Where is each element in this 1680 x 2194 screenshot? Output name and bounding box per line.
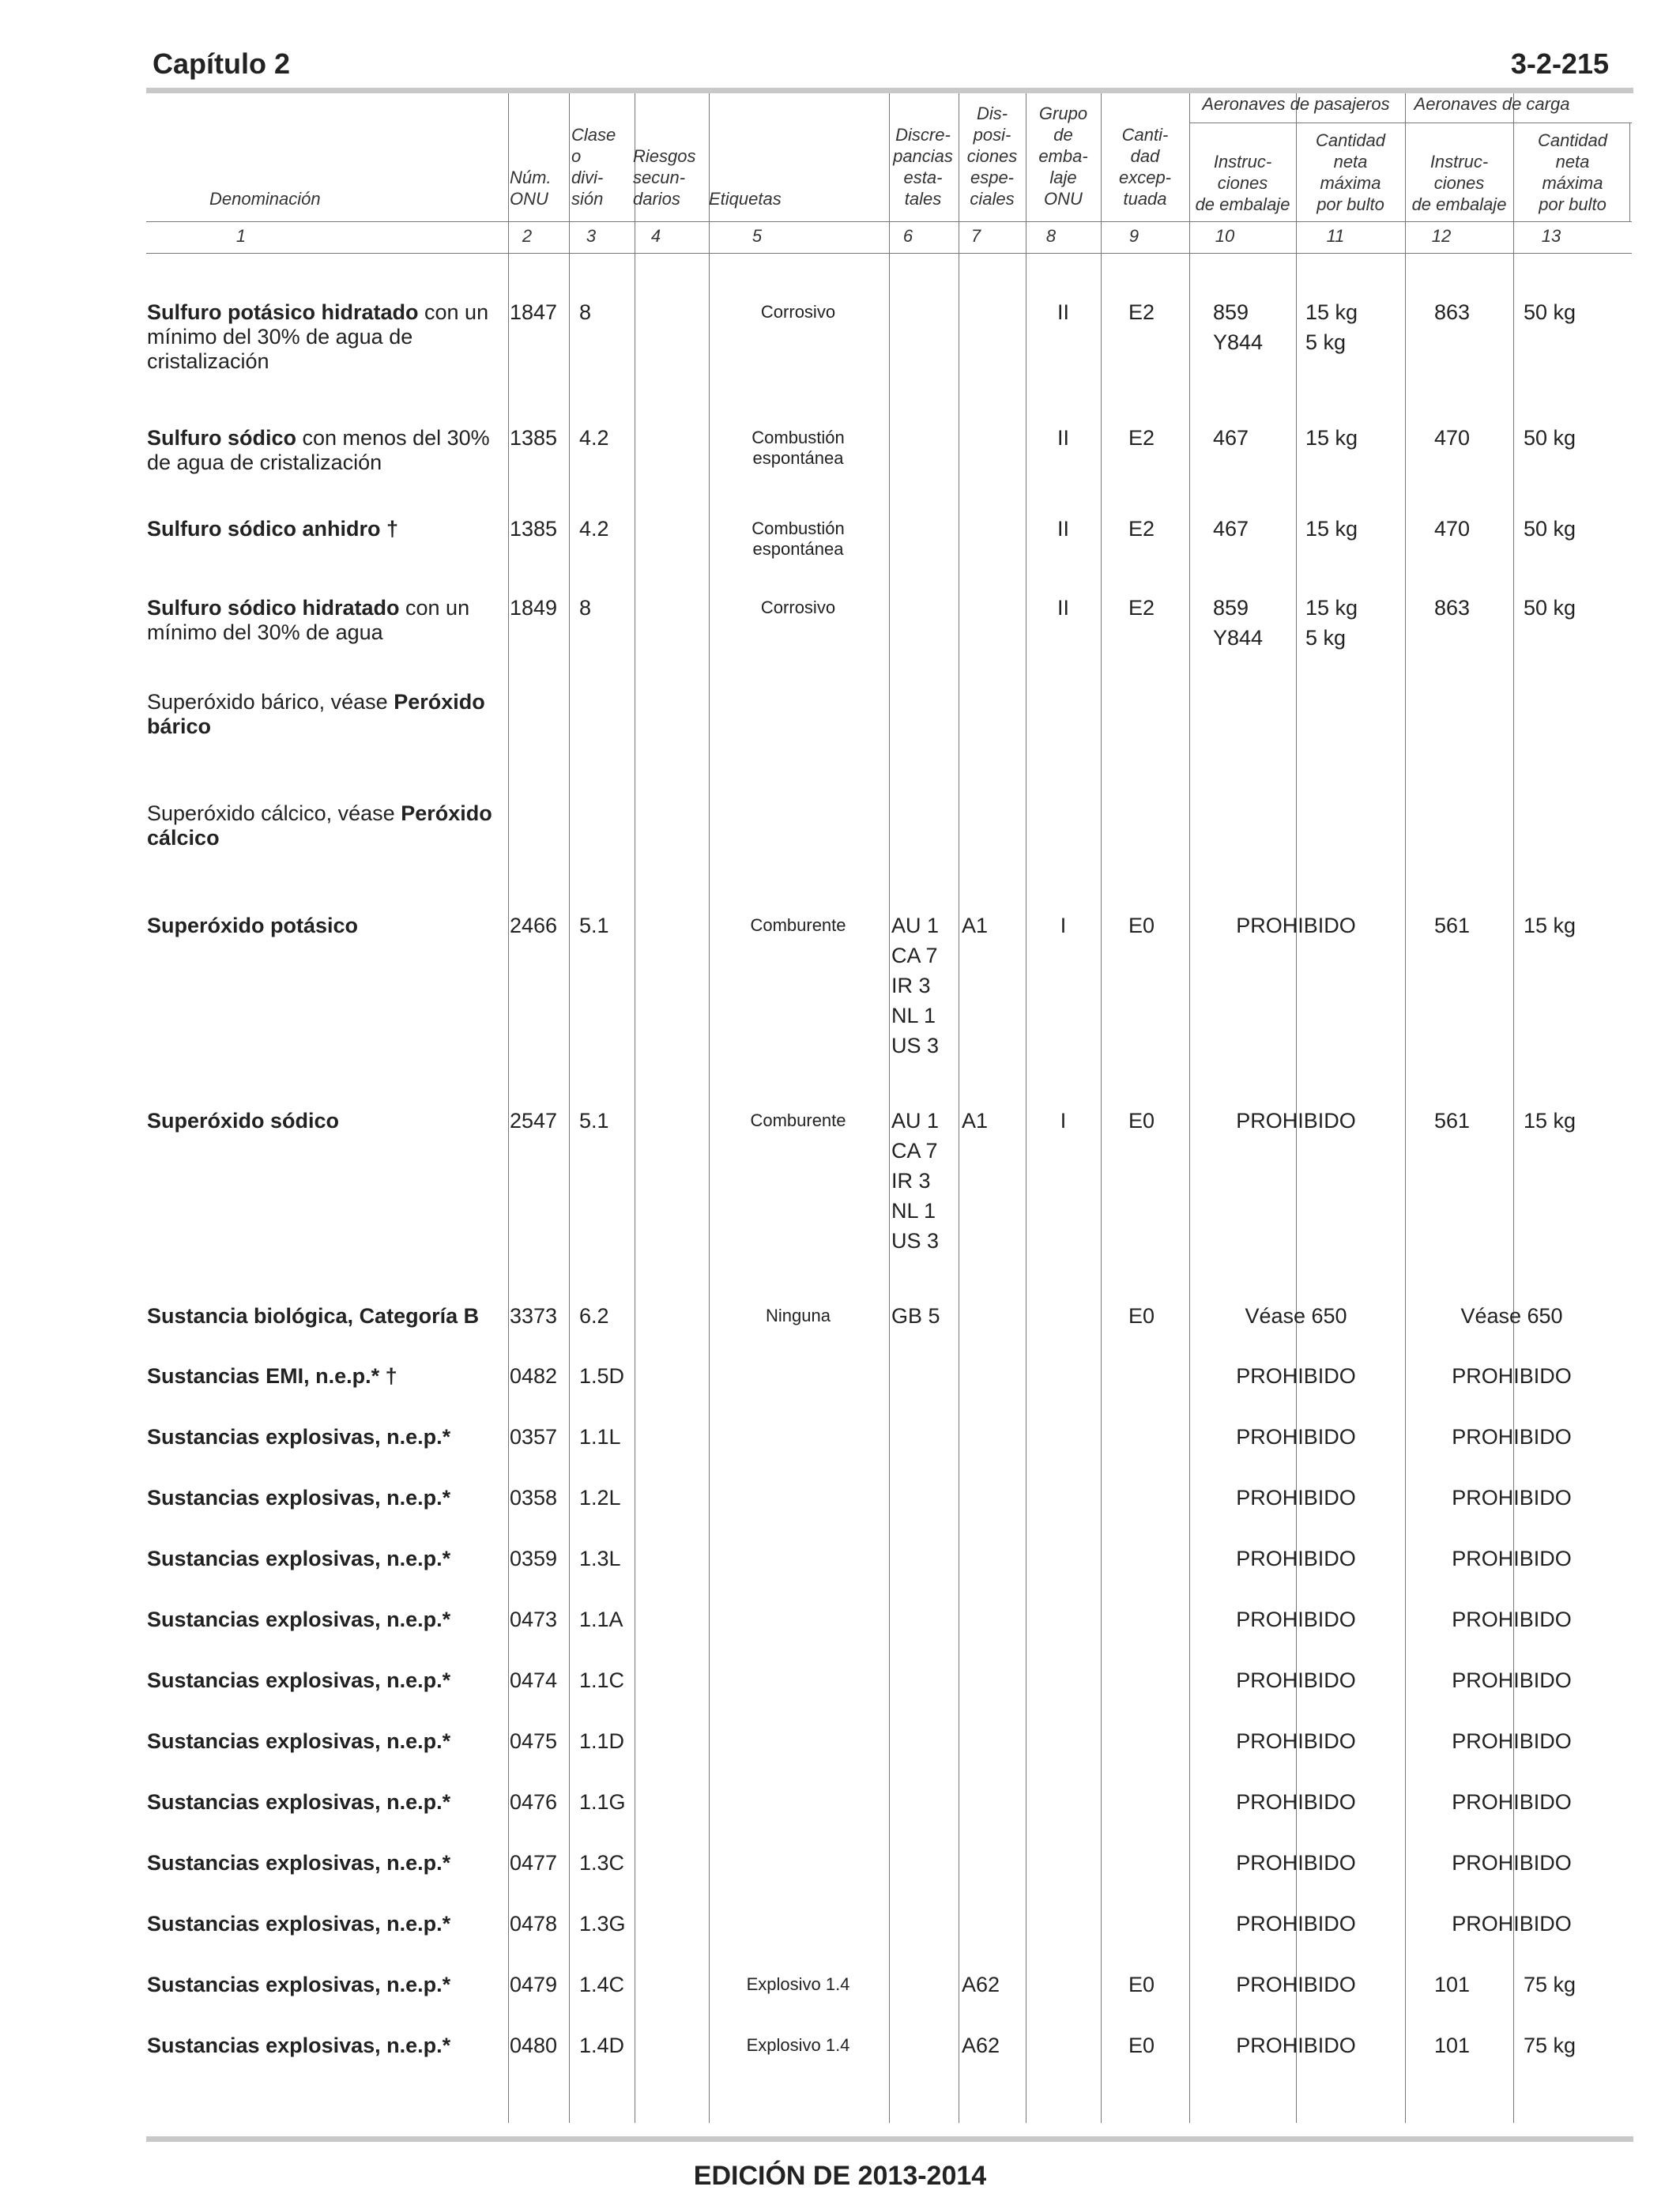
name-bold: Sustancias explosivas, n.e.p.* bbox=[147, 1851, 451, 1875]
header-pas-cantidad: Cantidad neta máxima por bulto bbox=[1315, 130, 1386, 214]
row-cantidad-exceptuada: E0 bbox=[1128, 1109, 1155, 1133]
row-clase: 1.1L bbox=[579, 1425, 621, 1449]
column-number: 5 bbox=[751, 226, 763, 246]
header-grupo: Grupo de emba- laje ONU bbox=[1038, 104, 1088, 209]
row-car-instrucciones: 101 bbox=[1434, 1973, 1471, 1996]
name-bold: Sustancias explosivas, n.e.p.* bbox=[147, 1486, 451, 1510]
header-car-instrucciones: Instruc- ciones de embalaje bbox=[1411, 152, 1507, 214]
row-etiquetas: Comburente bbox=[750, 1110, 846, 1130]
name-bold: Sustancias explosivas, n.e.p.* bbox=[147, 1912, 451, 1936]
row-num-onu: 0357 bbox=[510, 1425, 558, 1449]
name-bold: Sustancias explosivas, n.e.p.* bbox=[147, 1790, 451, 1814]
column-number: 8 bbox=[1045, 226, 1057, 246]
row-num-onu: 1385 bbox=[510, 517, 558, 541]
row-denominacion bbox=[147, 1425, 495, 1449]
column-divider bbox=[1405, 93, 1406, 2123]
row-clase: 6.2 bbox=[579, 1304, 609, 1328]
row-denominacion bbox=[147, 1851, 495, 1875]
row-pas-prohibido: PROHIBIDO bbox=[1236, 1425, 1356, 1449]
row-pas-prohibido: PROHIBIDO bbox=[1236, 1912, 1356, 1936]
row-clase: 1.4D bbox=[579, 2034, 625, 2057]
row-cantidad-exceptuada: E0 bbox=[1128, 2034, 1155, 2057]
row-pas-prohibido: PROHIBIDO bbox=[1236, 1547, 1356, 1570]
header-carga: Aeronaves de carga bbox=[1414, 94, 1570, 114]
row-car-prohibido: PROHIBIDO bbox=[1452, 1912, 1572, 1936]
name-bold: Sustancias EMI, n.e.p.* † bbox=[147, 1364, 397, 1388]
row-pas-instrucciones: 467 bbox=[1213, 517, 1249, 541]
row-num-onu: 0478 bbox=[510, 1912, 558, 1936]
name-bold: Sulfuro sódico anhidro † bbox=[147, 517, 399, 541]
row-grupo: I bbox=[1060, 914, 1067, 937]
row-pas-prohibido: PROHIBIDO bbox=[1236, 1364, 1356, 1388]
row-etiquetas: Combustión espontánea bbox=[751, 518, 845, 559]
row-denominacion bbox=[147, 1912, 495, 1936]
row-num-onu: 0480 bbox=[510, 2034, 558, 2057]
row-num-onu: 0475 bbox=[510, 1729, 558, 1753]
row-denominacion bbox=[147, 1304, 495, 1329]
name-bold: Sustancia biológica, Categoría B bbox=[147, 1304, 480, 1328]
row-num-onu: 0359 bbox=[510, 1547, 558, 1570]
name-bold: Sustancias explosivas, n.e.p.* bbox=[147, 1729, 451, 1753]
name-bold: Sulfuro potásico hidratado bbox=[147, 300, 419, 324]
name-bold: Peróxido bárico bbox=[147, 690, 485, 738]
row-clase: 8 bbox=[579, 300, 592, 324]
row-discrepancias: AU 1 CA 7 IR 3 NL 1 US 3 bbox=[891, 914, 940, 1057]
edition-footer: EDICIÓN DE 2013-2014 bbox=[693, 2161, 987, 2191]
row-clase: 5.1 bbox=[579, 1109, 609, 1133]
row-car-cantidad: 50 kg bbox=[1524, 426, 1576, 450]
name-bold: Superóxido potásico bbox=[147, 914, 359, 937]
name-bold: Sustancias explosivas, n.e.p.* bbox=[147, 1973, 451, 1996]
name-text: Superóxido bárico, véase bbox=[147, 690, 394, 714]
row-denominacion bbox=[147, 801, 495, 850]
header-disposiciones: Dis- posi- ciones espe- ciales bbox=[966, 104, 1018, 209]
name-bold: Superóxido sódico bbox=[147, 1109, 340, 1133]
row-grupo: II bbox=[1057, 517, 1069, 541]
header-rule bbox=[146, 221, 1632, 222]
row-etiquetas: Corrosivo bbox=[760, 598, 836, 617]
column-divider bbox=[569, 93, 570, 2123]
row-grupo: II bbox=[1057, 300, 1069, 324]
row-disposiciones: A1 bbox=[962, 1109, 989, 1133]
header-cantidad-exceptuada: Canti- dad excep- tuada bbox=[1118, 125, 1172, 209]
header-car-cantidad: Cantidad neta máxima por bulto bbox=[1537, 130, 1608, 214]
row-car-cantidad: 75 kg bbox=[1524, 2034, 1576, 2057]
row-clase: 8 bbox=[579, 596, 592, 620]
row-clase: 1.2L bbox=[579, 1486, 621, 1510]
column-divider bbox=[508, 93, 509, 2123]
row-cantidad-exceptuada: E2 bbox=[1128, 426, 1155, 450]
column-divider bbox=[1101, 93, 1102, 2123]
row-denominacion bbox=[147, 300, 495, 374]
row-car-instrucciones: 470 bbox=[1434, 517, 1471, 541]
row-disposiciones: A62 bbox=[962, 1973, 1000, 1996]
row-denominacion bbox=[147, 1547, 495, 1571]
name-bold: Sustancias explosivas, n.e.p.* bbox=[147, 1425, 451, 1449]
row-etiquetas: Combustión espontánea bbox=[751, 428, 845, 468]
row-denominacion bbox=[147, 914, 495, 938]
row-num-onu: 0482 bbox=[510, 1364, 558, 1388]
row-pas-prohibido: PROHIBIDO bbox=[1236, 914, 1356, 937]
row-cantidad-exceptuada: E2 bbox=[1128, 517, 1155, 541]
row-clase: 1.3C bbox=[579, 1851, 625, 1875]
name-bold: Sustancias explosivas, n.e.p.* bbox=[147, 1668, 451, 1692]
row-pas-cantidad: 15 kg bbox=[1305, 517, 1358, 541]
header-clase: Clase o divi- sión bbox=[571, 125, 616, 209]
column-number: 1 bbox=[235, 226, 247, 246]
row-clase: 4.2 bbox=[579, 426, 609, 450]
name-text: Superóxido cálcico, véase bbox=[147, 801, 401, 825]
row-clase: 1.1G bbox=[579, 1790, 626, 1814]
page-number: 3-2-215 bbox=[1510, 47, 1609, 80]
name-text: con un mínimo del 30% de agua de cristalización bbox=[147, 300, 489, 373]
row-car-prohibido: Véase 650 bbox=[1460, 1304, 1563, 1328]
row-num-onu: 2547 bbox=[510, 1109, 558, 1133]
header-num-onu: Núm. ONU bbox=[510, 168, 552, 209]
row-num-onu: 0477 bbox=[510, 1851, 558, 1875]
row-denominacion bbox=[147, 1364, 495, 1389]
name-bold: Sustancias explosivas, n.e.p.* bbox=[147, 1547, 451, 1570]
header-pasajeros: Aeronaves de pasajeros bbox=[1202, 94, 1390, 114]
row-num-onu: 0476 bbox=[510, 1790, 558, 1814]
row-clase: 5.1 bbox=[579, 914, 609, 937]
row-pas-prohibido: PROHIBIDO bbox=[1236, 1851, 1356, 1875]
row-pas-instrucciones: 859 Y844 bbox=[1213, 300, 1264, 354]
column-number: 11 bbox=[1326, 226, 1345, 246]
row-pas-prohibido: PROHIBIDO bbox=[1236, 1109, 1356, 1133]
row-grupo: II bbox=[1057, 426, 1069, 450]
row-disposiciones: A1 bbox=[962, 914, 989, 937]
column-number: 7 bbox=[970, 226, 981, 246]
row-grupo: I bbox=[1060, 1109, 1067, 1133]
row-car-prohibido: PROHIBIDO bbox=[1452, 1608, 1572, 1631]
row-car-cantidad: 15 kg bbox=[1524, 1109, 1576, 1133]
top-rule bbox=[146, 88, 1633, 93]
row-num-onu: 0358 bbox=[510, 1486, 558, 1510]
row-car-prohibido: PROHIBIDO bbox=[1452, 1668, 1572, 1692]
name-bold: Sustancias explosivas, n.e.p.* bbox=[147, 1608, 451, 1631]
row-pas-prohibido: PROHIBIDO bbox=[1236, 1973, 1356, 1996]
row-etiquetas: Explosivo 1.4 bbox=[746, 1974, 850, 1994]
header-rule bbox=[146, 253, 1632, 254]
row-car-prohibido: PROHIBIDO bbox=[1452, 1729, 1572, 1753]
row-pas-prohibido: PROHIBIDO bbox=[1236, 1608, 1356, 1631]
column-number: 13 bbox=[1541, 226, 1561, 246]
row-pas-cantidad: 15 kg 5 kg bbox=[1305, 596, 1358, 650]
row-clase: 1.5D bbox=[579, 1364, 625, 1388]
row-pas-prohibido: Véase 650 bbox=[1245, 1304, 1347, 1328]
row-cantidad-exceptuada: E0 bbox=[1128, 1304, 1155, 1328]
row-pas-prohibido: PROHIBIDO bbox=[1236, 1486, 1356, 1510]
row-num-onu: 1849 bbox=[510, 596, 558, 620]
row-car-cantidad: 50 kg bbox=[1524, 300, 1576, 324]
row-clase: 1.1D bbox=[579, 1729, 625, 1753]
row-pas-prohibido: PROHIBIDO bbox=[1236, 2034, 1356, 2057]
row-denominacion bbox=[147, 1109, 495, 1133]
column-divider bbox=[889, 93, 890, 2123]
column-number: 3 bbox=[586, 226, 597, 246]
row-cantidad-exceptuada: E2 bbox=[1128, 300, 1155, 324]
row-pas-instrucciones: 467 bbox=[1213, 426, 1249, 450]
row-car-instrucciones: 101 bbox=[1434, 2034, 1471, 2057]
row-denominacion bbox=[147, 2034, 495, 2058]
row-denominacion bbox=[147, 1608, 495, 1632]
header-denominacion: Denominación bbox=[209, 189, 321, 209]
row-denominacion bbox=[147, 690, 495, 739]
row-car-prohibido: PROHIBIDO bbox=[1452, 1364, 1572, 1388]
row-num-onu: 2466 bbox=[510, 914, 558, 937]
column-number: 9 bbox=[1128, 226, 1139, 246]
row-car-cantidad: 50 kg bbox=[1524, 517, 1576, 541]
name-bold: Sulfuro sódico hidratado bbox=[147, 596, 400, 620]
row-clase: 4.2 bbox=[579, 517, 609, 541]
row-pas-cantidad: 15 kg 5 kg bbox=[1305, 300, 1358, 354]
row-car-prohibido: PROHIBIDO bbox=[1452, 1790, 1572, 1814]
row-discrepancias: AU 1 CA 7 IR 3 NL 1 US 3 bbox=[891, 1109, 940, 1253]
row-pas-prohibido: PROHIBIDO bbox=[1236, 1729, 1356, 1753]
column-divider bbox=[709, 93, 710, 2123]
row-clase: 1.3G bbox=[579, 1912, 626, 1936]
name-bold: Peróxido cálcico bbox=[147, 801, 492, 850]
row-clase: 1.4C bbox=[579, 1973, 625, 1996]
row-car-cantidad: 75 kg bbox=[1524, 1973, 1576, 1996]
chapter-title: Capítulo 2 bbox=[153, 47, 291, 80]
row-clase: 1.1A bbox=[579, 1608, 623, 1631]
row-car-instrucciones: 561 bbox=[1434, 1109, 1471, 1133]
row-car-instrucciones: 470 bbox=[1434, 426, 1471, 450]
row-num-onu: 0479 bbox=[510, 1973, 558, 1996]
name-bold: Sustancias explosivas, n.e.p.* bbox=[147, 2034, 451, 2057]
row-etiquetas: Ninguna bbox=[766, 1306, 831, 1325]
row-etiquetas: Explosivo 1.4 bbox=[746, 2035, 850, 2055]
row-num-onu: 0473 bbox=[510, 1608, 558, 1631]
column-number: 6 bbox=[902, 226, 913, 246]
row-car-instrucciones: 863 bbox=[1434, 300, 1471, 324]
name-text: con menos del 30% de agua de cristalización bbox=[147, 426, 490, 474]
header-riesgos: Riesgos secun- darios bbox=[633, 146, 696, 209]
row-discrepancias: GB 5 bbox=[891, 1304, 940, 1328]
row-car-prohibido: PROHIBIDO bbox=[1452, 1425, 1572, 1449]
name-text: con un mínimo del 30% de agua bbox=[147, 596, 470, 644]
row-car-prohibido: PROHIBIDO bbox=[1452, 1486, 1572, 1510]
row-etiquetas: Corrosivo bbox=[760, 302, 836, 322]
row-cantidad-exceptuada: E0 bbox=[1128, 914, 1155, 937]
header-pas-instrucciones: Instruc- ciones de embalaje bbox=[1195, 152, 1290, 214]
column-number: 10 bbox=[1215, 226, 1235, 246]
row-car-instrucciones: 561 bbox=[1434, 914, 1471, 937]
row-pas-prohibido: PROHIBIDO bbox=[1236, 1790, 1356, 1814]
row-denominacion bbox=[147, 426, 495, 475]
row-car-cantidad: 50 kg bbox=[1524, 596, 1576, 620]
row-num-onu: 1847 bbox=[510, 300, 558, 324]
row-cantidad-exceptuada: E2 bbox=[1128, 596, 1155, 620]
bottom-rule bbox=[146, 2136, 1633, 2142]
header-discrepancias: Discre- pancias esta- tales bbox=[893, 125, 953, 209]
row-denominacion bbox=[147, 1973, 495, 1997]
row-car-cantidad: 15 kg bbox=[1524, 914, 1576, 937]
row-pas-prohibido: PROHIBIDO bbox=[1236, 1668, 1356, 1692]
row-denominacion bbox=[147, 1729, 495, 1754]
row-car-instrucciones: 863 bbox=[1434, 596, 1471, 620]
column-divider bbox=[1513, 93, 1514, 2123]
column-number: 2 bbox=[522, 226, 533, 246]
row-disposiciones: A62 bbox=[962, 2034, 1000, 2057]
row-denominacion bbox=[147, 1486, 495, 1510]
row-pas-cantidad: 15 kg bbox=[1305, 426, 1358, 450]
row-denominacion bbox=[147, 596, 495, 645]
row-etiquetas: Comburente bbox=[750, 915, 846, 935]
row-clase: 1.1C bbox=[579, 1668, 625, 1692]
row-clase: 1.3L bbox=[579, 1547, 621, 1570]
row-car-prohibido: PROHIBIDO bbox=[1452, 1851, 1572, 1875]
row-denominacion bbox=[147, 1668, 495, 1693]
row-pas-instrucciones: 859 Y844 bbox=[1213, 596, 1264, 650]
name-bold: Sulfuro sódico bbox=[147, 426, 296, 450]
row-cantidad-exceptuada: E0 bbox=[1128, 1973, 1155, 1996]
row-num-onu: 1385 bbox=[510, 426, 558, 450]
row-grupo: II bbox=[1057, 596, 1069, 620]
row-num-onu: 3373 bbox=[510, 1304, 558, 1328]
header-etiquetas: Etiquetas bbox=[709, 189, 782, 209]
row-num-onu: 0474 bbox=[510, 1668, 558, 1692]
column-number: 12 bbox=[1431, 226, 1452, 246]
column-number: 4 bbox=[650, 226, 661, 246]
row-car-prohibido: PROHIBIDO bbox=[1452, 1547, 1572, 1570]
row-denominacion bbox=[147, 1790, 495, 1815]
row-denominacion bbox=[147, 517, 495, 541]
